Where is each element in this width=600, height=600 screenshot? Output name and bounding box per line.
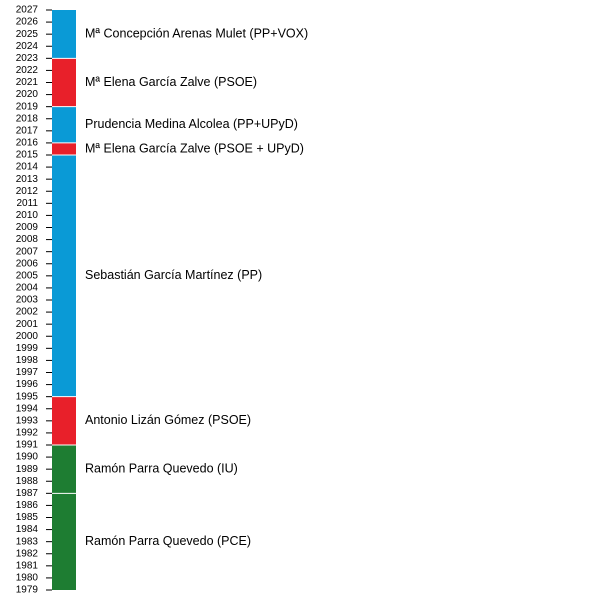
year-tick-label: 1983 [15,536,38,548]
term-bar [52,397,76,445]
year-tick-label: 2013 [15,173,38,185]
term-bar [52,10,76,58]
year-tick-label: 2026 [15,16,38,28]
year-tick-label: 1993 [15,415,38,427]
term-label: Prudencia Medina Alcolea (PP+UPyD) [85,117,298,132]
term-label: Mª Elena García Zalve (PSOE + UPyD) [85,141,304,156]
year-tick-label: 2012 [15,185,38,197]
term-label: Sebastián García Martínez (PP) [85,268,263,283]
year-tick-label: 2021 [15,77,38,89]
year-tick-label: 2004 [15,282,38,294]
year-tick-label: 2011 [16,197,38,209]
year-tick-label: 2015 [15,149,38,161]
year-tick-label: 2014 [15,161,38,173]
year-tick-label: 1981 [15,560,38,572]
year-axis [16,5,52,596]
year-tick-label: 2016 [15,137,38,149]
year-tick-label: 2027 [15,4,38,16]
year-tick-label: 1986 [15,500,38,512]
year-tick-label: 1995 [15,391,38,403]
year-tick-label: 1997 [15,367,38,379]
term-bar [52,107,76,143]
year-tick-label: 1994 [15,403,38,415]
year-tick-label: 1996 [15,379,38,391]
year-tick-label: 2010 [15,210,38,222]
term-label: Ramón Parra Quevedo (PCE) [85,533,252,548]
year-tick-label: 1984 [15,524,38,536]
term-label: Ramón Parra Quevedo (IU) [85,461,238,476]
year-tick-label: 2009 [15,222,38,234]
year-tick-label: 2003 [15,294,38,306]
term-bars [52,10,76,590]
year-tick-label: 1987 [15,487,38,499]
year-tick-label: 2022 [15,65,38,77]
year-tick-label: 1991 [15,439,38,451]
year-tick-label: 2024 [15,40,38,52]
term-bar [52,445,76,493]
year-tick-label: 1980 [15,572,38,584]
term-bar [52,155,76,397]
year-tick-label: 2018 [15,113,38,125]
year-tick-label: 1988 [15,475,38,487]
term-labels [85,26,308,548]
year-tick-label: 1985 [15,512,38,524]
year-tick-label: 1982 [15,548,38,560]
year-tick-label: 2001 [15,318,38,330]
year-tick-label: 2025 [15,28,38,40]
year-tick-label: 2008 [15,234,38,246]
year-tick-label: 1989 [15,463,38,475]
year-tick-label: 1992 [15,427,38,439]
year-tick-label: 2005 [15,270,38,282]
year-tick-label: 2020 [15,89,38,101]
year-tick-label: 2023 [15,52,38,64]
term-label: Mª Elena García Zalve (PSOE) [85,74,258,89]
year-tick-label: 2000 [15,330,38,342]
year-tick-label: 1998 [15,355,38,367]
year-tick-label: 1979 [15,584,38,596]
year-tick-label: 1990 [15,451,38,463]
year-tick-label: 2006 [15,258,38,270]
term-label: Antonio Lizán Gómez (PSOE) [85,413,252,428]
year-tick-label: 2002 [15,306,38,318]
year-tick-label: 2007 [15,246,38,258]
term-bar [52,493,76,590]
year-tick-label: 2017 [15,125,38,137]
year-tick-label: 2019 [15,101,38,113]
year-tick-label: 1999 [15,342,38,354]
term-bar [52,143,76,155]
term-bar [52,58,76,106]
term-label: Mª Concepción Arenas Mulet (PP+VOX) [85,26,309,41]
